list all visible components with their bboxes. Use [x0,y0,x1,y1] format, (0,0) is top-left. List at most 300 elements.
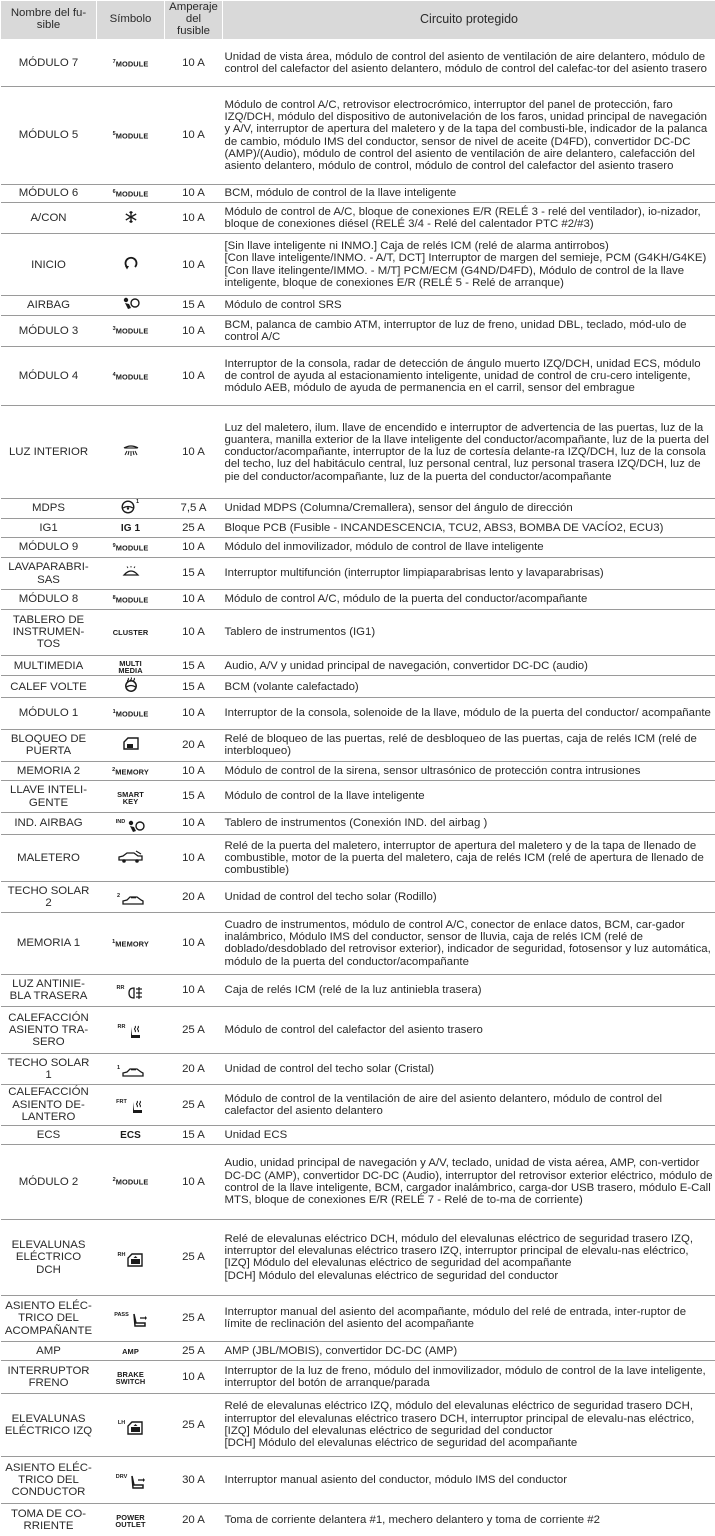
symbol-label [113,710,149,718]
symbol-superscript: PASS [114,1312,129,1319]
symbol-superscript: 6 [112,188,116,195]
fuse-name-cell [1,590,97,609]
fuse-name: ELEVALUNAS ELÉCTRICO IZQ [4,1412,93,1437]
symbol-text: CLUSTER [112,628,149,638]
table-row [1,557,715,589]
fuse-name-cell [1,609,97,655]
symbol-superscript: RH [117,1252,126,1259]
fuse-name-cell [1,1296,97,1341]
fuse-name-cell [1,761,97,780]
symbol-superscript: 1 [112,938,116,945]
fuse-symbol-cell [97,1361,165,1393]
fuse-circuit-description: Interruptor de la consola, radar de detección de ángulo muerto IZQ/DCH, unidad ECS, módulo de control de ayuda al estacionamiento inteligente, unidad de control de cru-cero inteligente, módulo AEB, módulo de ayuda de permanencia en el carril, sensor del embrague [223,346,715,405]
fuse-symbol-cell [97,812,165,835]
fuse-amperage: 10 A [165,346,223,405]
fuse-symbol-cell [97,781,165,812]
fuse-circuit-description: Relé de elevalunas eléctrico IZQ, módulo del elevalunas eléctrico de seguridad trasero DCH, interruptor del elevalunas eléctrico trasero DCH, interruptor principal de elevalu-nas eléctrico, [IZQ] Módulo del elevalunas eléctrico de seguridad del conductor [DCH] Módulo del elevalunas eléctrico de seguridad del acompañante [223,1393,715,1457]
symbol-superscript: 3 [112,326,116,333]
fuse-symbol [121,524,140,534]
table-row [1,39,715,87]
fuse-amperage: 10 A [165,590,223,609]
fuse-circuit-description: Audio, A/V y unidad principal de navegación, convertidor DC-DC (audio) [223,656,715,676]
fuse-symbol-cell [97,518,165,537]
fuse-name: ECS [36,1128,61,1141]
fuse-amperage: 10 A [165,87,223,184]
fuse-symbol [117,986,145,1000]
fuse-symbol [121,500,140,514]
fuse-name-cell [1,881,97,912]
fuse-name-cell [1,729,97,761]
fuse-name-cell [1,781,97,812]
table-row [1,1296,715,1341]
fuse-name: LUZ INTERIOR [8,446,89,459]
symbol-superscript: RR [117,1023,126,1030]
power-window-icon [127,1421,143,1435]
fuse-symbol-cell [97,1457,165,1503]
fuse-circuit-description: Interruptor manual del asiento del acompañante, módulo del relé de entrada, inter-ruptor de límite de reclinación del asiento del acompañante [223,1296,715,1341]
fuse-name-cell [1,39,97,87]
table-row [1,1341,715,1360]
fuse-symbol [113,710,149,718]
fuse-symbol-cell [97,346,165,405]
header-circuit: Circuito protegido [223,1,715,40]
symbol-text: MODULE [115,709,149,719]
fuse-name: MÓDULO 5 [18,129,79,142]
fuse-circuit-description: Audio, unidad principal de navegación y A/V, teclado, unidad de vista aérea, AMP, con-vertidor DC-DC (AMP), convertidor DC-DC (Audio), interruptor del retrovisor exterior eléctrico, módulo de control de la llave inteligente, BCM, cargador inalámbrico, carga-dor USB trasero, módulo E-Call MTS, bloque de conexiones E/R (RELÉ 7 - Relé de to-ma de corriente) [223,1145,715,1220]
fuse-name-cell [1,676,97,698]
heated-wheel-icon [123,677,139,693]
table-row [1,234,715,296]
fuse-symbol [117,791,144,806]
fuse-name-cell [1,557,97,589]
fuse-name: TECHO SOLAR 2 [7,884,90,910]
table-row [1,656,715,676]
fuse-circuit-description: Unidad de vista área, módulo de control del asiento de ventilación de aire delantero, módulo de control del calefactor del asiento delantero, módulo de control del calefac-tor del asiento trasero [223,39,715,87]
fuse-symbol [113,629,149,636]
table-row [1,761,715,780]
fuse-amperage: 10 A [165,1145,223,1220]
symbol-label [113,373,149,381]
symbol-superscript: 9 [112,543,116,549]
table-row [1,203,715,234]
fuse-circuit-description: AMP (JBL/MOBIS), convertidor DC-DC (AMP) [223,1341,715,1360]
sunroof-icon [122,1066,144,1078]
fuse-name: INICIO [31,258,66,271]
fuse-symbol [122,566,140,578]
symbol-label [113,60,149,68]
fuse-name-cell [1,974,97,1006]
symbol-text: MODULE [115,131,149,141]
symbol-text: MODULE [115,189,149,199]
fuse-name-cell [1,1145,97,1220]
fuse-name-cell [1,184,97,202]
symbol-label [112,940,149,948]
fuse-amperage: 10 A [165,39,223,87]
symbol-superscript: 2 [112,766,116,773]
fuse-name-cell [1,315,97,346]
fuse-circuit-description: [Sin llave inteligente ni INMO.] Caja de relés ICM (relé de alarma antirrobos) [Con llave inteligente/INMO. - A/T, DCT] Interruptor de margen del semieje, PCM (G4KH/G4KE) [Con llave itelingente/IMMO. - M/T] PCM/ECM (G4ND/D4FD), Módulo de control de la llave inteligente, bloque de conexiones E/R (RELÉ 5 - Relé de arranque) [223,234,715,296]
fuse-circuit-description: Tablero de instrumentos (Conexión IND. del airbag ) [223,812,715,835]
fuse-name-cell [1,518,97,537]
symbol-superscript: 2 [116,893,121,900]
fuse-symbol-cell [97,698,165,729]
table-row [1,781,715,812]
fuse-circuit-description: Módulo de control de la llave inteligente [223,781,715,812]
fuse-amperage: 15 A [165,295,223,315]
symbol-superscript: 1 [135,498,140,505]
fuse-name-cell [1,835,97,881]
fuse-circuit-description: Módulo de control de A/C, bloque de conexiones E/R (RELÉ 3 - relé del ventilador), io-nizador, bloque de conexiones diésel (RELÉ 3/4 - Relé del calentador PTC #2/#3) [223,203,715,234]
fuse-name: CALEFACCIÓN ASIENTO DE- LANTERO [8,1086,89,1123]
symbol-superscript: 7 [112,58,116,65]
fuse-name: IG1 [39,522,58,535]
fuse-amperage: 25 A [165,1007,223,1053]
symbol-superscript: FRT [116,1098,127,1105]
seat-heater-icon [127,1025,143,1041]
fuse-symbol [116,820,145,834]
fuse-amperage: 15 A [165,1125,223,1144]
fuse-symbol [113,596,149,604]
fuse-amperage: 25 A [165,1084,223,1125]
fuse-symbol [112,768,149,776]
fuse-amperage: 15 A [165,656,223,676]
table-row [1,729,715,761]
fuse-amperage: 25 A [165,1341,223,1360]
symbol-text: MODULE [115,59,149,69]
fuse-symbol [123,255,139,271]
fuse-name-cell [1,1007,97,1053]
fuse-symbol-cell [97,1219,165,1296]
fuse-circuit-description: Cuadro de instrumentos, módulo de control A/C, conector de enlace datos, BCM, car-gador inalámbrico, Módulo IMS del conductor, sensor de lluvia, caja de relés ICM (relé de doblado/desdoblado del retrovisor exterior), indicador de seguridad, fotosensor y luz automática, módulo de la puerta del conductor/acompañante [223,913,715,975]
table-row [1,1145,715,1220]
symbol-label [113,544,149,552]
fuse-amperage: 15 A [165,676,223,698]
symbol-label [113,1178,149,1186]
fuse-name: MALETERO [17,852,80,865]
fuse-amperage: 10 A [165,835,223,881]
fuse-circuit-description: BCM, módulo de control de la llave inteligente [223,184,715,202]
fuse-name-cell [1,406,97,499]
fuse-name: MÓDULO 1 [18,707,79,720]
symbol-text: MEMORY [115,939,149,949]
symbol-text: POWER OUTLET [115,1512,146,1530]
fuse-symbol [121,445,141,457]
fuse-name-cell [1,1457,97,1503]
fuse-amperage: 10 A [165,913,223,975]
fuse-name-cell [1,346,97,405]
sunroof-icon [122,894,144,906]
fuse-symbol [115,1514,145,1529]
fuse-circuit-description: Bloque PCB (Fusible - INCANDESCENCIA, TCU2, ABS3, BOMBA DE VACÍO2, ECU3) [223,518,715,537]
fuse-amperage: 10 A [165,538,223,557]
fuse-name-cell [1,1053,97,1084]
fuse-symbol-cell [97,557,165,589]
seat-heater-icon [129,1100,145,1116]
fuse-name: LAVAPARABRI- SAS [8,561,89,586]
fuse-symbol [114,1313,147,1329]
fuse-symbol-cell [97,913,165,975]
table-row [1,1125,715,1144]
header-row [1,1,715,40]
fuse-symbol [120,1131,141,1141]
fuse-amperage: 25 A [165,1296,223,1341]
table-row [1,913,715,975]
fuse-symbol-cell [97,295,165,315]
fuse-amperage: 15 A [165,781,223,812]
fuse-circuit-description: Módulo de control A/C, retrovisor electrocrómico, interruptor del panel de protección, faro IZQ/DCH, módulo del dispositivo de autonivelación de los faros, unidad principal de navegación y A/V, interruptor de apertura del maletero y de la tapa del combusti-ble, indicador de la palanca de cambio, módulo IMS del conductor, sensor de nivel de aceite (D4FD), convertidor DC-DC (AMP)/(Audio), módulo de control del asiento de ventilación de aire delantero, calefacción del asiento delantero, módulo de control, módulo de control del calefactor del asiento trasero [223,87,715,184]
fuse-name-cell [1,1393,97,1457]
fuse-name-cell [1,295,97,315]
table-row [1,812,715,835]
fuse-circuit-description: Módulo de control del calefactor del asiento trasero [223,1007,715,1053]
fuse-symbol-cell [97,1393,165,1457]
fuse-amperage: 10 A [165,1361,223,1393]
fuse-symbol-cell [97,499,165,519]
fuse-amperage: 10 A [165,974,223,1006]
table-row [1,974,715,1006]
fuse-circuit-description: Relé de la puerta del maletero, interruptor de apertura del maletero y de la tapa de llenado de combustible, motor de la puerta del maletero, caja de relés ICM (relé de apertura de llenado de combustible) [223,835,715,881]
fuse-amperage: 25 A [165,518,223,537]
power-seat-icon [131,1313,147,1329]
symbol-label [113,190,149,198]
table-row [1,1361,715,1393]
symbol-text: MODULE [115,1177,149,1187]
fuse-circuit-description: Relé de bloqueo de las puertas, relé de desbloqueo de las puertas, caja de relés ICM (relé de interbloqueo) [223,729,715,761]
fuse-amperage: 10 A [165,812,223,835]
fuse-symbol [123,677,139,693]
fuse-name: MÓDULO 7 [18,57,79,70]
fuse-symbol [113,373,149,381]
symbol-text: MULTI MEDIA [118,658,143,676]
symbol-superscript: IND [115,818,126,825]
fuse-name-cell [1,203,97,234]
fuse-amperage: 10 A [165,234,223,296]
fuse-symbol-cell [97,234,165,296]
table-row [1,1457,715,1503]
fuse-circuit-description: Tablero de instrumentos (IG1) [223,609,715,655]
symbol-text: BRAKE SWITCH [115,1369,146,1387]
fuse-symbol-cell [97,1503,165,1536]
table-row [1,881,715,912]
table-row [1,538,715,557]
fuse-name-cell [1,538,97,557]
symbol-superscript: RR [116,985,125,992]
fuse-circuit-description: Toma de corriente delantera #1, mechero delantero y toma de corriente #2 [224,1513,600,1526]
table-row [1,698,715,729]
fuse-amperage: 10 A [165,698,223,729]
symbol-superscript: 8 [112,594,116,601]
fuse-name: IND. AIRBAG [14,817,83,830]
fuse-symbol [113,60,149,68]
fuse-circuit-description: Unidad ECS [223,1125,715,1144]
fuse-symbol-cell [97,1341,165,1360]
fuse-symbol [113,190,149,198]
fuse-symbol-cell [97,881,165,912]
table-row [1,609,715,655]
rear-fog-icon [126,986,144,1000]
table-row [1,1393,715,1457]
symbol-text: MODULE [115,543,149,553]
fuse-name: MÓDULO 3 [18,324,79,337]
fuse-name: LUZ ANTINIE- BLA TRASERA [9,978,88,1003]
fuse-name: ELEVALUNAS ELÉCTRICO DCH [11,1239,86,1276]
fuse-name-cell [1,812,97,835]
airbag-icon [127,820,145,834]
fuse-amperage: 10 A [165,609,223,655]
fuse-symbol [112,940,149,948]
fuse-symbol-cell [97,1007,165,1053]
fuse-symbol [116,1100,145,1116]
fuse-amperage: 20 A [165,881,223,912]
symbol-text: ECS [120,1129,141,1141]
table-row [1,835,715,881]
fuse-amperage: 25 A [165,1219,223,1296]
fuse-name: CALEF VOLTE [10,680,87,693]
fuse-circuit-description: Caja de relés ICM (relé de la luz antiniebla trasera) [223,974,715,1006]
header-symbol: Símbolo [97,1,165,40]
fuse-symbol [118,660,142,675]
symbol-text: MODULE [115,372,149,382]
fuse-symbol [118,850,144,864]
fuse-circuit-description: Interruptor manual asiento del conductor, módulo IMS del conductor [223,1457,715,1503]
symbol-label [113,596,149,604]
fuse-symbol [113,132,149,140]
symbol-label [113,327,149,335]
fuse-symbol-cell [97,609,165,655]
fuse-symbol-cell [97,406,165,499]
fuse-amperage: 10 A [165,315,223,346]
fuse-amperage: 25 A [165,1393,223,1457]
fuse-name-cell [1,234,97,296]
fuse-symbol [116,1475,146,1491]
fuse-symbol [122,297,140,311]
snowflake-icon [124,210,138,224]
fuse-symbol-cell [97,538,165,557]
washer-icon [122,566,140,578]
fuse-symbol [116,1371,146,1386]
symbol-text: SMART KEY [117,789,144,807]
fuse-amperage: 30 A [165,1457,223,1503]
fuse-name: INTERRUPTOR FRENO [7,1364,90,1389]
fuse-name: MEMORIA 2 [16,765,81,778]
table-row [1,676,715,698]
fuse-symbol-cell [97,1296,165,1341]
fuse-name: MULTIMEDIA [13,659,84,672]
fuse-circuit-description: BCM (volante calefactado) [223,676,715,698]
fuse-name: TABLERO DE INSTRUMEN- TOS [12,614,85,651]
fuse-name: TECHO SOLAR 1 [7,1056,90,1081]
fuse-symbol-cell [97,315,165,346]
fuse-amperage: 20 A [165,729,223,761]
fuse-name: MDPS [32,502,65,515]
fuse-symbol-cell [97,1145,165,1220]
fuse-name: BLOQUEO DE PUERTA [10,733,87,758]
interior-light-icon [121,445,141,457]
symbol-superscript: 5 [112,130,116,137]
fuse-circuit-description: Módulo del inmovilizador, módulo de control de llave inteligente [223,538,715,557]
fuse-symbol-cell [97,590,165,609]
fuse-symbol-cell [97,1125,165,1144]
fuse-name: MÓDULO 8 [18,593,79,606]
table-row [1,1084,715,1125]
fuse-name: AIRBAG [26,299,71,312]
power-seat-icon [129,1475,145,1491]
fuse-symbol [117,1066,144,1078]
fuse-symbol-cell [97,656,165,676]
fuse-circuit-description: Relé de elevalunas eléctrico DCH, módulo del elevalunas eléctrico de seguridad trasero IZQ, interruptor del elevalunas eléctrico trasero IZQ, interruptor principal de elevalu-nas eléctrico, [IZQ] Módulo del elevalunas eléctrico de seguridad del acompañante [DCH] Módulo del elevalunas eléctrico de seguridad del conductor [223,1219,715,1296]
fuse-symbol [118,1421,143,1435]
fuse-amperage: 20 A [182,1513,205,1526]
fuse-name-cell [1,1084,97,1125]
table-row [1,184,715,202]
fuse-symbol [122,1348,139,1355]
table-row [1,499,715,519]
trunk-icon [118,850,144,864]
symbol-superscript: 1 [116,1064,121,1071]
fuse-amperage: 10 A [165,761,223,780]
fuse-circuit-description: Interruptor de la consola, solenoide de la llave, módulo de la puerta del conductor/ acompañante [223,698,715,729]
start-arrow-icon [123,255,139,271]
fuse-amperage: 10 A [165,184,223,202]
fuse-symbol-cell [97,676,165,698]
fuse-name-cell [1,698,97,729]
fuse-name-cell [1,1361,97,1393]
fuse-symbol-cell [97,1084,165,1125]
table-row [1,1053,715,1084]
fuse-circuit-description: Interruptor multifunción (interruptor limpiaparabrisas lento y lavaparabrisas) [223,557,715,589]
fuse-circuit-description: Módulo de control SRS [223,295,715,315]
table-row [1,346,715,405]
symbol-text: MODULE [115,595,149,605]
symbol-text: AMP [122,1346,139,1356]
fuse-circuit-description: Interruptor de la luz de freno, módulo del inmovilizador, módulo de control de la lave inteligente, interruptor del botón de arranque/parada [223,1361,715,1393]
fuse-circuit-description: Módulo de control de la sirena, sensor ultrasónico de protección contra intrusiones [223,761,715,780]
fuse-amperage: 20 A [165,1053,223,1084]
symbol-superscript: 4 [112,371,116,378]
fuse-name: CALEFACCIÓN ASIENTO TRA- SERO [8,1011,89,1049]
fuse-name: A/CON [30,212,67,225]
fuse-name: TOMA DE CO- RRIENTE [10,1507,87,1532]
fuse-amperage: 10 A [165,203,223,234]
fuse-name: LLAVE INTELI- GENTE [9,784,88,809]
door-lock-icon [122,737,140,751]
fuse-symbol [124,210,138,224]
fuse-name: MÓDULO 2 [18,1175,79,1188]
fuse-symbol [122,737,140,751]
table-row [1,1219,715,1296]
fuse-symbol [118,1025,144,1041]
fuse-name-cell [1,1503,97,1536]
fuse-name: MÓDULO 4 [18,370,79,383]
symbol-label [113,132,149,140]
fuse-symbol-cell [97,761,165,780]
fuse-symbol-cell [97,203,165,234]
fuse-name: ASIENTO ELÉC- TRICO DEL CONDUCTOR [5,1461,92,1499]
fuse-symbol [117,894,144,906]
fuse-symbol-cell [97,87,165,184]
fuse-amperage: 15 A [165,557,223,589]
table-row [1,1007,715,1053]
symbol-text: MODULE [115,326,149,336]
symbol-label [112,768,149,776]
fuse-name-cell [1,87,97,184]
fuse-amperage: 7,5 A [165,499,223,519]
symbol-text: IG 1 [120,523,141,535]
symbol-text: MEMORY [115,767,149,777]
table-row [1,406,715,499]
fuse-name-cell [1,656,97,676]
fuse-symbol [113,544,149,552]
